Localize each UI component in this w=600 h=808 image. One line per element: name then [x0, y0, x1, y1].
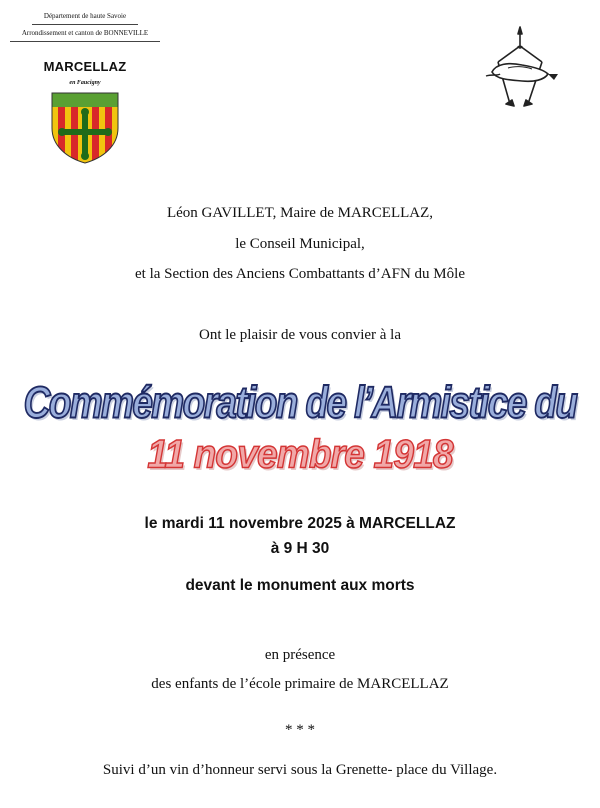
footer-reception-note: Suivi d’un vin d’honneur servi sous la Grenette- place du Village.	[102, 762, 498, 778]
header-divider	[10, 41, 160, 42]
coa-chief	[51, 92, 119, 107]
presence-participants: des enfants de l’école primaire de MARCELLAZ	[151, 676, 449, 692]
arrondissement-text: Arrondissement et canton de BONNEVILLE	[21, 29, 149, 37]
event-title-line1: Commémoration de l’Armistice du	[23, 378, 577, 428]
event-time: à 9 H 30	[270, 540, 330, 557]
veterans-emblem-icon	[478, 24, 562, 110]
host-veterans-section: et la Section des Anciens Combattants d’AFN du Môle	[135, 266, 465, 282]
event-location: devant le monument aux morts	[185, 577, 415, 594]
coat-of-arms-icon	[51, 92, 119, 164]
event-date: le mardi 11 novembre 2025 à MARCELLAZ	[144, 515, 456, 532]
municipal-header	[10, 12, 160, 86]
event-title-line2: 11 novembre 1918	[147, 432, 453, 477]
town-subtitle: en Faucigny	[69, 80, 101, 86]
invitation-intro: Ont le plaisir de vous convier à la	[198, 327, 402, 343]
separator-stars: * * *	[285, 722, 315, 738]
town-name: MARCELLAZ	[43, 59, 127, 74]
presence-label: en présence	[264, 647, 336, 663]
host-council: le Conseil Municipal,	[235, 236, 365, 252]
host-mayor: Léon GAVILLET, Maire de MARCELLAZ,	[166, 205, 434, 221]
department-text: Département de haute Savoie	[43, 12, 127, 20]
header-divider	[32, 24, 138, 25]
